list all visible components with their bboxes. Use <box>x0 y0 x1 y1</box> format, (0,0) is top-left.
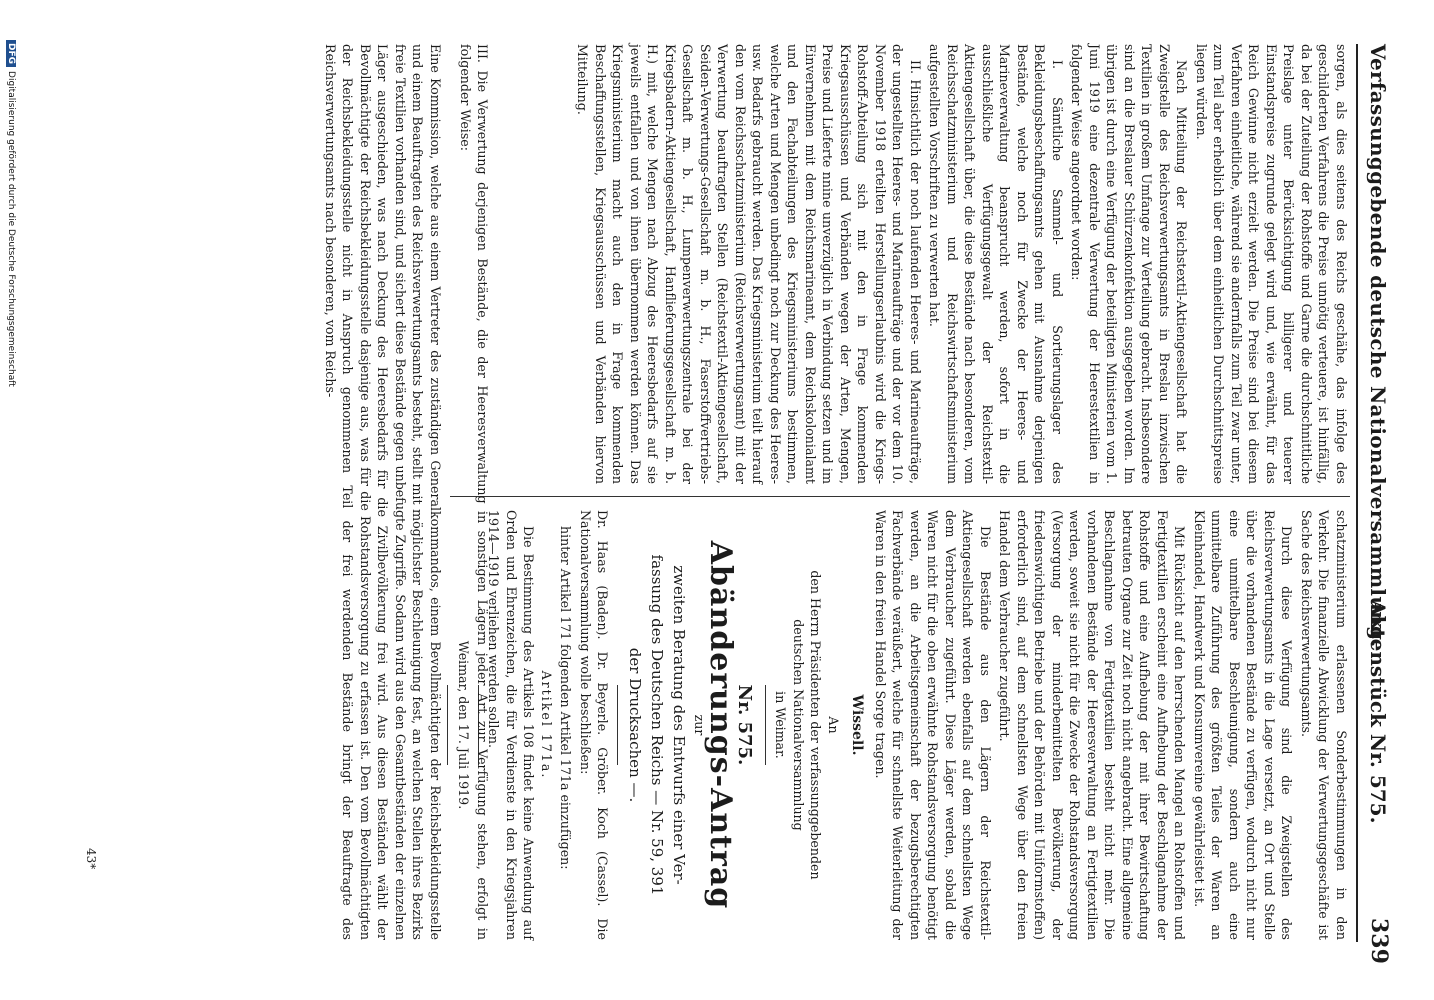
motion-intro: Dr. Haas (Baden). Dr. Beyerle. Gröber. Koch (Cassel). Die Nationalversammlung wolle beschließen: <box>578 510 611 940</box>
address-line: deutschen Nationalversammlung <box>791 619 806 831</box>
paragraph: I. Sämtliche Sammel- und Sortierungslager des Bekleidungsbeschaffungsamts gehen mit Ausnahme derjenigen Bestände, welche noch für Zwecke der Heeres- und Marineverwaltung beansprucht werden, sofort in die ausschließliche Verfügungsgewalt der Reichstextil-Aktiengesellschaft über, die diese Bestände nach besonderen, vom Reichsschatzministerium und Reichswirtschaftsministerium aufgestellten Vorschriften zu verwerten hat. <box>927 44 1065 484</box>
paragraph: Eine Kommission, welche aus einem Vertreter des zuständigen Generalkommandos, einem Bevollmächtigten der Reichsbekleidungsstelle und einem Beauftragten des Reichsverwertungsamts besteht, stellt mit möglichster Beschleunigung fest, an welchen Stellen ihres Bezirks freie Textilien vorhanden sind, und sichert diese Bestände gegen unbefugte Zugriffe. Sodann wird aus den Gesamtbeständen der einzelnen Läger ausgeschieden, was nach Deckung des Heeresbedarfs für die Zivilbevölkerung frei wird. Aus diesen Beständen wählt der Bevollmächtigte der Reichsbekleidungsstelle dasjenige aus, was für die Rohstandsversorgung zu erfassen ist. Den vom Bevollmächtigten der Reichsbekleidungsstelle nicht in Anspruch genommenen Teil der frei werdenden Bestände bringt der Beauftragte des Reichsverwertungsamts nach besonderen, vom Reichs- <box>322 44 443 940</box>
paragraph: Mit Rücksicht auf den herrschenden Mangel an Rohstoffen und Fertigtextilien erscheint eine Aufhebung der Beschlagnahme der Rohstoffe und eine Aufhebung der mit ihrer Bewirtschaftung betrauten Organe zur Zeit noch nicht angebracht. Eine allgemeine Beschlagnahme von Fertigtextilien besteht nicht mehr. Die vorhandenen Bestände der Heeresverwaltung an Fertigtextilien werden, soweit sie nicht für die Zwecke der Rohstandsversorgung (Versorgung der minderbemittelten Bevölkerung, der friedenswichtigen Betriebe und der Behörden mit Uniformstoffen) erforderlich sind, auf dem schnellsten Wege über den freien Handel dem Verbraucher zugeführt. <box>997 510 1188 940</box>
separator-rule <box>618 685 619 765</box>
paragraph: Durch diese Verfügung sind die Zweigstellen des Reichsverwertungsamts in die Lage versetzt, an Ort und Stelle über die vorhandenen Bestände zu verfügen, wodurch nicht nur eine unmittelbare Beschleunigung, sondern auch eine unmittelbare Zuführung des größten Teiles der Waren an Kleinhandel, Handwerk und Konsumvereine gewährleistet ist. <box>1192 510 1295 940</box>
sheet-mark: 43* <box>84 848 98 870</box>
article-text: Die Bestimmung des Artikels 108 findet keine Anwendung auf Orden und Ehrenzeichen, die für Verdienste in den Kriegsjahren 1914—1919 verliehen werden sollen. <box>486 510 537 940</box>
signature: Wissell. <box>849 694 866 756</box>
address-line: in Weimar. <box>773 691 789 759</box>
column-divider <box>450 496 1350 497</box>
article-title: Artikel 171a. <box>539 670 554 780</box>
right-text-column <box>442 510 1351 940</box>
paragraph: schatzministerium erlassenen Sonderbestimmungen in den Verkehr. Die finanzielle Abwicklung der Verwertungsgeschäfte ist Sache des Reichsverwertungsamts. <box>1299 510 1349 940</box>
address-block <box>772 510 842 940</box>
dfg-credit <box>6 40 16 387</box>
dfg-logo: DFG <box>6 40 16 67</box>
motion-text: hinter Artikel 171 folgenden Artikel 171a einzufügen: <box>558 526 574 870</box>
running-header-title: Verfassunggebende deutsche Nationalversammlung. <box>1366 44 1390 648</box>
subtitle-line: zweiten Beratung des Entwurfs einer Ver- <box>670 565 689 885</box>
subtitle-line: fassung des Deutschen Reichs — Nr. 59, 391 <box>648 554 667 896</box>
paragraph: III. Die Verwertung derjenigen Bestände, die der Heeresverwaltung in sonstigen Lägern jeder Art zur Verfügung stehen, erfolgt in folgender Weise: <box>457 44 491 940</box>
address-an: An <box>826 716 841 734</box>
paragraph: II. Hinsichtlich der noch laufenden Heeres- und Marineaufträge, der ungestellten Heeres- und Marineaufträge und der vor dem 10. November 1918 erteilten Herstellungserlaubnis wird die Kriegs-Rohstoff-Abteilung sich mit den in Frage kommenden Kriegsausschüssen und Verbänden wegen der Arten, Mengen, Preise und Lieferte nnine unverzüglich in Verbindung setzen und im Einvernehmen mit dem Reichsmarineamt, dem Reichskolonialamt und den Fachabteilungen des Kriegsministeriums bestimmen, welche Arten und Mengen unbedingt noch zur Deckung des Heeres- usw. Bedarfs gebraucht werden. Das Kriegsministerium teilt hierauf den vom Reichsschatzministerium (Reichsverwertungsamt) mit der Verwertung beauftragten Stellen (Reichstextil-Aktiengesellschaft, Seiden-Verwertungs-Gesellschaft m. b. H., Faserstoffvertriebs-Gesellschaft m. b. H., Lumpenverwertungszentrale bei der Kriegsbadern-Aktiengesellschaft, Hanflieferungsgesellschaft m. b. H.) mit, welche Mengen nach Abzug des Heeresbedarfs auf sie jeweils entfallen und von ihnen übernommen werden können. Das Kriegsministerium macht auch den in Frage kommenden Beschaffungsstellen, Kriegsausschüssen und Verbänden hiervon Mitteilung. <box>575 44 923 484</box>
left-text-column <box>490 44 1350 484</box>
paragraph: Nach Mitteilung der Reichstextil-Aktiengesellschaft hat die Zweigstelle des Reichsverwertungsamts in Breslau inzwischen Textilien in großem Umfange zur Verteilung gebracht. Insbesondere sind an die Breslauer Schürzenkonfektion ausgegeben worden. Im übrigen ist durch eine Verfügung der beteiligten Ministerien vom 1. Juni 1919 eine dezentrale Verwertung der Heerestextilien in folgender Weise angeordnet worden: <box>1069 44 1190 484</box>
address-line: den Herrn Präsidenten der verfassunggebenden <box>808 570 824 880</box>
running-header-document: Aktenstück Nr. 575. <box>1366 600 1390 824</box>
document-number: Nr. 575. <box>734 684 755 766</box>
paragraph: Die Bestände aus den Lägern der Reichstextil-Aktiengesellschaft werden ebenfalls auf dem schnellsten Wege dem Verbraucher zugeführt. Diese Läger werden, sobald die Waren nicht für die oben erwähnte Rohstandsversorgung benötigt werden, an die Arbeitsgemeinschaft der bezugsberechtigten Fachverbände veräußert, welche für schnellste Weiterleitung der Waren in den freien Handel Sorge tragen. <box>873 510 993 940</box>
date-line: Weimar, den 17. Juli 1919. <box>456 640 471 810</box>
title-zur: zur <box>692 714 707 736</box>
paragraph: sorgen, als dies seitens des Reichs geschähe, das infolge des geschilderten Verfahrens die Preise unnötig verteuere, ist hinfällig, da bei der Zuteilung der Rohstoffe und Garne die durchschnittliche Preislage unter Berücksichtigung billigerer und teuerer Einstandspreise zugrunde gelegt wird und, wie erwähnt, für das Reich Gewinne nicht erzielt werden. Die Preise sind bei diesem Verfahren einheitliche, während sie andernfalls zum Teil zwar unter, zum Teil aber erheblich über dem einheitlichen Durchschnittspreise liegen würden. <box>1194 44 1349 484</box>
document-title: Abänderungs-Antrag <box>703 540 739 910</box>
page-number: 339 <box>1366 918 1392 964</box>
separator-rule <box>765 685 766 765</box>
subtitle-line: der Drucksachen —. <box>626 647 645 803</box>
dfg-credit-text: Digitalisierung gefördert durch die Deutsche Forschungsgemeinschaft <box>6 71 16 387</box>
bottom-text-block <box>322 44 504 940</box>
header-rule <box>1356 44 1358 942</box>
